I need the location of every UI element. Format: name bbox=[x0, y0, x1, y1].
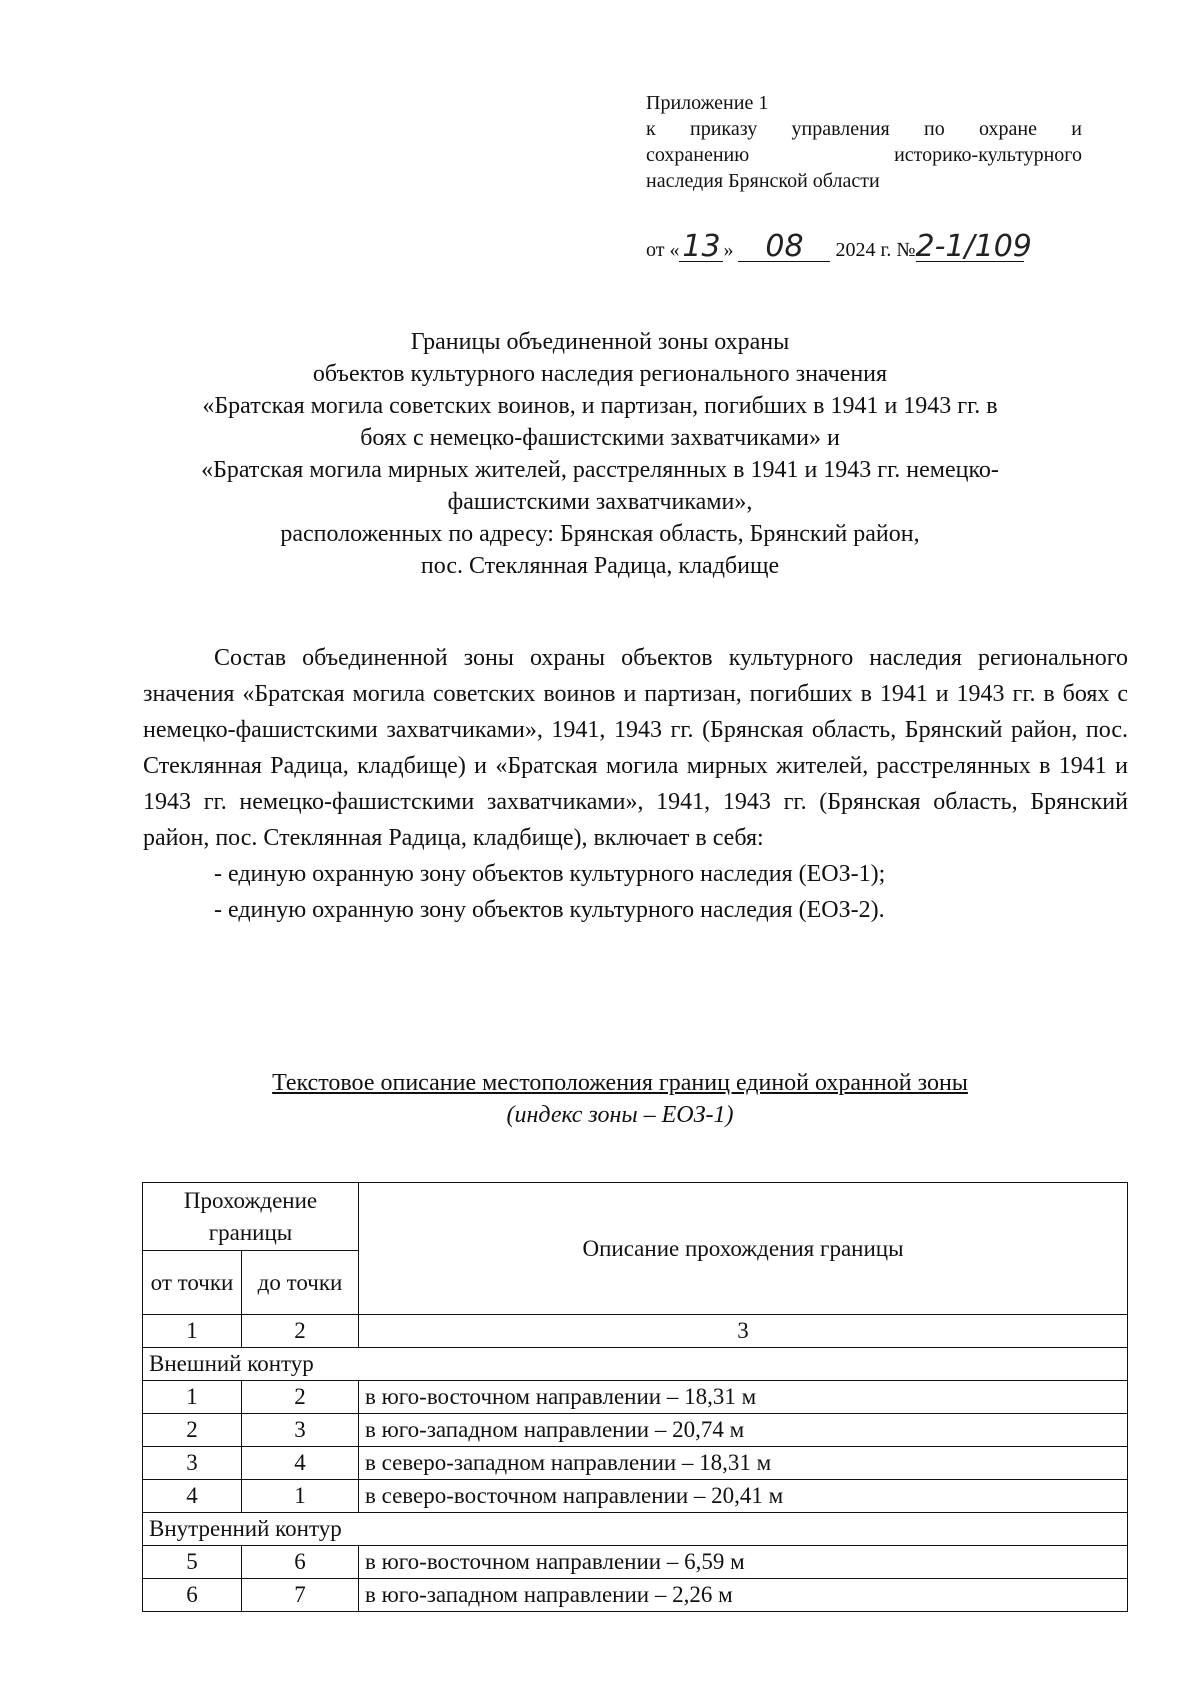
from-point: 3 bbox=[143, 1447, 242, 1480]
appendix-line: сохранению историко-культурного bbox=[646, 144, 1082, 166]
title-line: пос. Стеклянная Радица, кладбище bbox=[420, 553, 780, 579]
boundary-description: в юго-восточном направлении – 6,59 м bbox=[359, 1546, 1128, 1579]
title-line: объектов культурного наследия регионального значения bbox=[312, 361, 888, 387]
from-point: 4 bbox=[143, 1480, 242, 1513]
table-numbering-row bbox=[143, 1315, 1128, 1348]
title-line: боях с немецко-фашистскими захватчиками» и bbox=[360, 425, 840, 451]
title-line: «Братская могила мирных жителей, расстрелянных в 1941 и 1943 гг. немецко- bbox=[201, 457, 999, 483]
section-title: Текстовое описание местоположения границ единой охранной зоны bbox=[272, 1070, 968, 1096]
order-prefix: от « bbox=[646, 239, 680, 261]
table-group-row bbox=[143, 1348, 1128, 1381]
title-line: фашистскими захватчиками», bbox=[447, 489, 753, 515]
table-row bbox=[143, 1546, 1128, 1579]
document-title bbox=[120, 326, 1080, 582]
table-row bbox=[143, 1381, 1128, 1414]
boundary-description: в юго-западном направлении – 20,74 м bbox=[359, 1414, 1128, 1447]
boundary-table bbox=[142, 1182, 1128, 1612]
inner-contour-label: Внутренний контур bbox=[143, 1513, 1128, 1546]
appendix-line: к приказу управления по охране и bbox=[646, 118, 1082, 140]
appendix-block bbox=[646, 90, 1082, 194]
from-point: 5 bbox=[143, 1546, 242, 1579]
appendix-line: наследия Брянской области bbox=[646, 170, 880, 192]
header-boundary-passage: Прохождение границы bbox=[143, 1183, 359, 1251]
outer-contour-label: Внешний контур bbox=[143, 1348, 1128, 1381]
section-subtitle: (индекс зоны – ЕОЗ-1) bbox=[506, 1102, 734, 1128]
from-point: 6 bbox=[143, 1579, 242, 1612]
composition-text bbox=[143, 640, 1128, 928]
composition-list-item: - единую охранную зону объектов культурного наследия (ЕОЗ-2). bbox=[214, 897, 885, 923]
order-number-handwritten: 2-1/109 bbox=[915, 229, 1032, 264]
to-point: 6 bbox=[242, 1546, 359, 1579]
title-line: «Братская могила советских воинов, и партизан, погибших в 1941 и 1943 гг. в bbox=[202, 393, 998, 419]
boundary-description: в северо-западном направлении – 18,31 м bbox=[359, 1447, 1128, 1480]
order-date-number bbox=[646, 229, 1082, 266]
to-point: 4 bbox=[242, 1447, 359, 1480]
section-heading bbox=[140, 1067, 1100, 1131]
to-point: 1 bbox=[242, 1480, 359, 1513]
header-to-point: до точки bbox=[242, 1251, 359, 1315]
table-row bbox=[143, 1579, 1128, 1612]
order-day-handwritten: 13 bbox=[679, 233, 723, 262]
boundary-description: в юго-западном направлении – 2,26 м bbox=[359, 1579, 1128, 1612]
boundary-description: в юго-восточном направлении – 18,31 м bbox=[359, 1381, 1128, 1414]
order-day-suffix: » bbox=[723, 239, 734, 261]
header-description: Описание прохождения границы bbox=[359, 1183, 1128, 1315]
order-month-handwritten: 08 bbox=[738, 233, 830, 262]
title-line: Границы объединенной зоны охраны bbox=[410, 329, 790, 355]
composition-paragraph: Состав объединенной зоны охраны объектов культурного наследия регионального значения «Братская могила советских воинов и партизан, погибших в 1941 и 1943 гг. в боях с немецко-фашистскими захватчиками», 1941, 1943 гг. (Брянская область, Брянский район, пос. Стеклянная Радица, кладбище) и «Братская могила мирных жителей, расстрелянных в 1941 и 1943 гг. немецко-фашистскими захватчиками», 1941, 1943 гг. (Брянская область, Брянский район, пос. Стеклянная Радица, кладбище), включает в себя: bbox=[143, 645, 1128, 851]
composition-list-item: - единую охранную зону объектов культурного наследия (ЕОЗ-1); bbox=[214, 861, 886, 887]
title-line: расположенных по адресу: Брянская область, Брянский район, bbox=[280, 521, 920, 547]
to-point: 7 bbox=[242, 1579, 359, 1612]
boundary-description: в северо-восточном направлении – 20,41 м bbox=[359, 1480, 1128, 1513]
col-number: 1 bbox=[143, 1315, 242, 1348]
appendix-label: Приложение 1 bbox=[646, 92, 769, 114]
col-number: 3 bbox=[359, 1315, 1128, 1348]
from-point: 2 bbox=[143, 1414, 242, 1447]
col-number: 2 bbox=[242, 1315, 359, 1348]
header-from-point: от точки bbox=[143, 1251, 242, 1315]
order-year: 2024 г. № bbox=[835, 239, 916, 261]
table-header-row bbox=[143, 1183, 1128, 1251]
to-point: 2 bbox=[242, 1381, 359, 1414]
table-group-row bbox=[143, 1513, 1128, 1546]
table-row bbox=[143, 1414, 1128, 1447]
table-row bbox=[143, 1447, 1128, 1480]
table-row bbox=[143, 1480, 1128, 1513]
to-point: 3 bbox=[242, 1414, 359, 1447]
from-point: 1 bbox=[143, 1381, 242, 1414]
